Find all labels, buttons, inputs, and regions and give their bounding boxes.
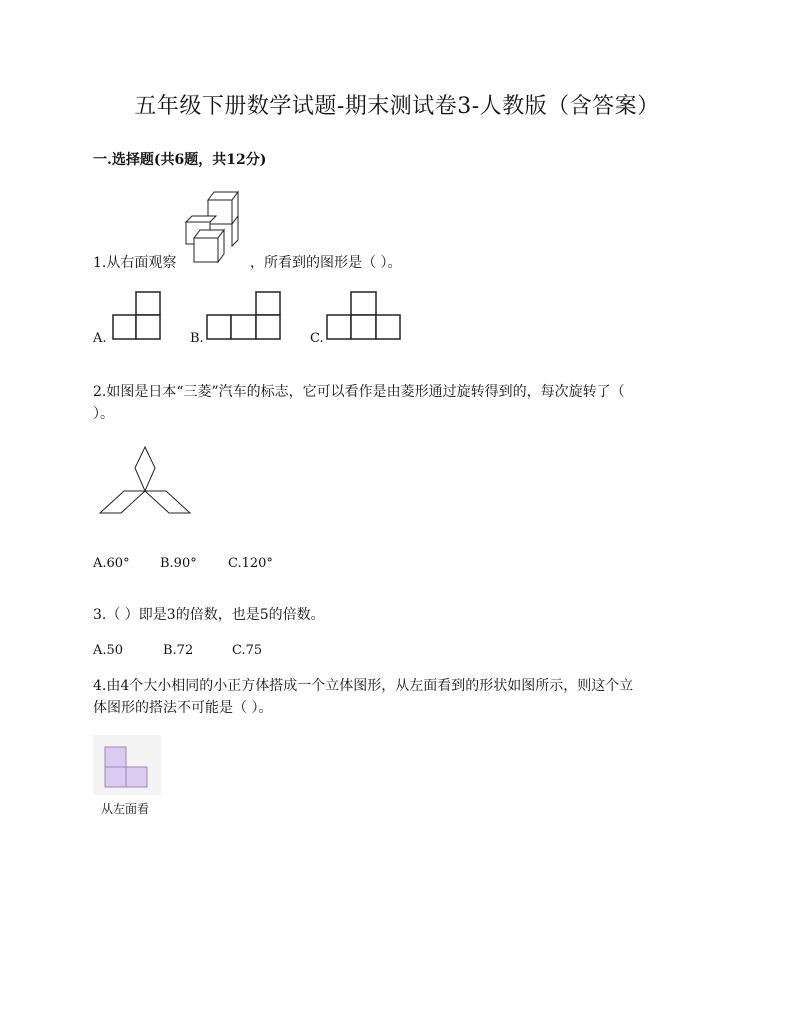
mitsubishi-logo-figure: [96, 444, 194, 516]
question-4-line-1: 4.由4个大小相同的小正方体搭成一个立体图形，从左面看到的形状如图所示，则这个立: [93, 678, 634, 694]
question-2-line-2: ）。: [93, 406, 114, 422]
question-3-text: 3.（ ）即是3的倍数，也是5的倍数。: [93, 607, 325, 623]
question-2-option-a: A.60°: [93, 556, 130, 571]
question-1-tail: ，所看到的图形是（ ）。: [250, 255, 402, 271]
option-b-figure: [206, 291, 282, 341]
question-3-option-c: C.75: [232, 643, 263, 658]
question-4-line-2: 体图形的搭法不可能是（ ）。: [93, 700, 273, 716]
question-1-option-c-label: C.: [310, 331, 324, 346]
question-1-option-b-label: B.: [190, 331, 204, 346]
left-view-square-bottom-right: [126, 767, 147, 787]
left-view-caption: 从左面看: [101, 802, 150, 816]
question-2-option-b: B.90°: [160, 556, 197, 571]
question-3-option-b: B.72: [163, 643, 194, 658]
question-1-lead: 1.从右面观察: [93, 255, 177, 271]
page-title: 五年级下册数学试题-期末测试卷3-人教版（含答案）: [134, 94, 660, 119]
option-c-figure: [326, 291, 402, 341]
question-1-option-a-label: A.: [93, 331, 107, 346]
left-view-square-top: [105, 747, 126, 767]
question-2-line-1: 2.如图是日本“三菱”汽车的标志，它可以看作是由菱形通过旋转得到的，每次旋转了（: [93, 384, 625, 400]
option-a-figure: [112, 291, 162, 341]
section-heading: 一.选择题(共6题，共12分): [93, 152, 267, 168]
cube-stack-figure: [184, 190, 244, 270]
question-3-option-a: A.50: [93, 643, 124, 658]
left-view-square-bottom-left: [105, 767, 126, 787]
question-2-option-c: C.120°: [228, 556, 273, 571]
